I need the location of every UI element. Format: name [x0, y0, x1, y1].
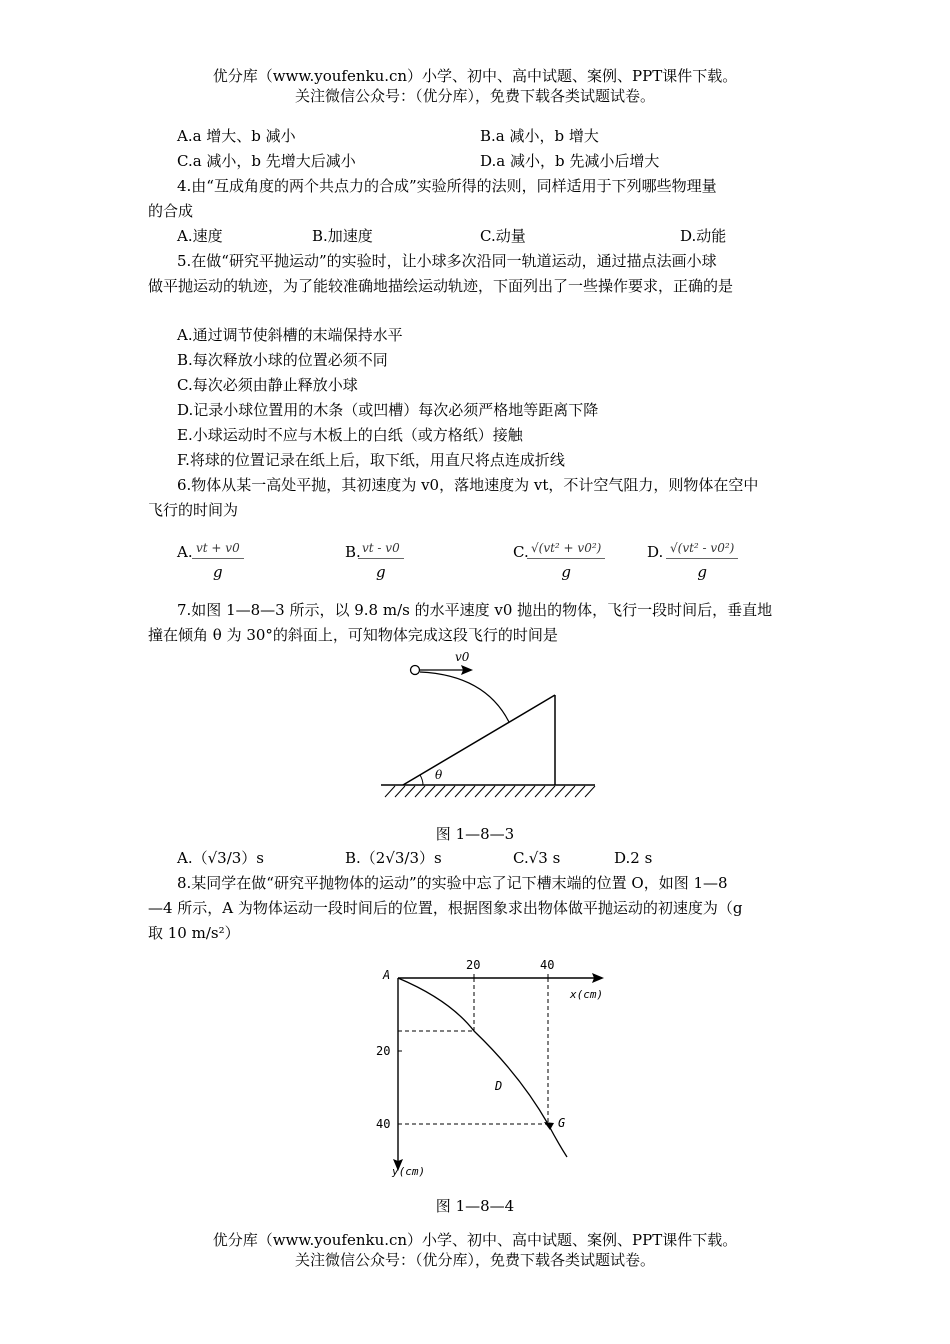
q6-option-c-denominator: g [561, 563, 571, 581]
footer-line-2: 关注微信公众号：（优分库），免费下载各类试题试卷。 [294, 1251, 655, 1269]
q6-option-d-fraction [666, 538, 738, 581]
q7-stem-line-2: 撞在倾角 θ 为 30°的斜面上，可知物体完成这段飞行的时间是 [148, 626, 558, 644]
footer-line-1: 优分库（www.youfenku.cn）小学、初中、高中试题、案例、PPT课件下载。 [212, 1231, 738, 1249]
q7-figure-caption: 图 1—8—3 [435, 825, 515, 843]
q5-stem-line-1: 5.在做“研究平抛运动”的实验时，让小球多次沿同一轨道运动，通过描点法画小球 [177, 252, 717, 270]
q8-stem-line-2: —4 所示，A 为物体运动一段时间后的位置，根据图象求出物体做平抛运动的初速度为（g [148, 899, 743, 917]
q8-figure-trajectory [360, 955, 620, 1180]
q3-option-b: B.a 减小，b 增大 [480, 127, 599, 145]
q7-stem-line-1: 7.如图 1—8—3 所示，以 9.8 m/s 的水平速度 v0 抛出的物体，飞行一段时间后，垂直地 [177, 601, 773, 619]
q5-option-d: D.记录小球位置用的木条（或凹槽）每次必须严格地等距离下降 [177, 401, 599, 419]
q8-figure-point-a: A [383, 968, 391, 982]
q6-option-d-label: D. [647, 543, 664, 561]
q8-figure-point-g: G [558, 1116, 566, 1130]
q5-stem-line-2: 做平抛运动的轨迹，为了能较准确地描绘运动轨迹，下面列出了一些操作要求，正确的是 [148, 277, 734, 295]
q8-stem-line-1: 8.某同学在做“研究平抛物体的运动”的实验中忘了记下槽末端的位置 O，如图 1—8 [177, 874, 728, 892]
q4-option-b: B.加速度 [312, 227, 373, 245]
q7-option-c: C.√3 s [513, 849, 561, 867]
q7-option-d: D.2 s [614, 849, 653, 867]
q4-option-a: A.速度 [177, 227, 223, 245]
q6-option-c-numerator: √(vt² + v0²) [527, 541, 605, 559]
q8-figure-x-axis-label: x(cm) [570, 988, 604, 1001]
q4-option-c: C.动量 [480, 227, 526, 245]
q5-option-b: B.每次释放小球的位置必须不同 [177, 351, 388, 369]
q6-option-d-numerator: √(vt² - v0²) [666, 541, 738, 559]
q6-option-b-denominator: g [376, 563, 386, 581]
q7-figure-v0-label: v0 [455, 650, 470, 664]
q3-option-d: D.a 减小，b 先减小后增大 [480, 152, 660, 170]
q6-option-a-fraction [192, 538, 244, 581]
q6-option-a-numerator: vt + v0 [192, 541, 244, 559]
q5-option-a: A.通过调节使斜槽的末端保持水平 [177, 326, 403, 344]
q8-figure-y-axis-label: y(cm) [392, 1165, 426, 1178]
q8-stem-line-3: 取 10 m/s²） [148, 924, 240, 942]
q8-figure-point-d: D [495, 1079, 503, 1093]
q6-option-b-numerator: vt - v0 [358, 541, 404, 559]
q8-figure-x-tick-40: 40 [540, 958, 555, 972]
q7-figure-theta-label: θ [435, 768, 443, 782]
header-line-1: 优分库（www.youfenku.cn）小学、初中、高中试题、案例、PPT课件下载。 [212, 67, 738, 85]
q6-option-a-denominator: g [213, 563, 223, 581]
q6-option-a-label: A. [177, 543, 193, 561]
q8-figure-x-tick-20: 20 [466, 958, 481, 972]
q5-option-e: E.小球运动时不应与木板上的白纸（或方格纸）接触 [177, 426, 523, 444]
q6-option-d-denominator: g [697, 563, 707, 581]
q6-stem-line-2: 飞行的时间为 [148, 501, 239, 519]
q6-option-c-label: C. [513, 543, 529, 561]
q8-figure-caption: 图 1—8—4 [435, 1197, 515, 1215]
q4-stem-line-1: 4.由“互成角度的两个共点力的合成”实验所得的法则，同样适用于下列哪些物理量 [177, 177, 717, 195]
q4-option-d: D.动能 [680, 227, 727, 245]
q3-option-a: A.a 增大、b 减小 [177, 127, 296, 145]
header-line-2: 关注微信公众号：（优分库），免费下载各类试题试卷。 [294, 87, 655, 105]
q5-option-f: F.将球的位置记录在纸上后，取下纸，用直尺将点连成折线 [177, 451, 565, 469]
q6-option-c-fraction [527, 538, 605, 581]
q6-stem-line-1: 6.物体从某一高处平抛，其初速度为 v0，落地速度为 vt，不计空气阻力，则物体在空中 [177, 476, 759, 494]
q7-option-b: B.（2√3/3）s [345, 849, 442, 867]
q7-figure-incline [375, 645, 605, 805]
q5-option-c: C.每次必须由静止释放小球 [177, 376, 358, 394]
q6-option-b-label: B. [345, 543, 361, 561]
q3-option-c: C.a 减小，b 先增大后减小 [177, 152, 356, 170]
q7-option-a: A.（√3/3）s [177, 849, 264, 867]
q8-figure-y-tick-40: 40 [376, 1117, 391, 1131]
q4-stem-line-2: 的合成 [148, 202, 194, 220]
q8-figure-y-tick-20: 20 [376, 1044, 391, 1058]
q6-option-b-fraction [358, 538, 404, 581]
